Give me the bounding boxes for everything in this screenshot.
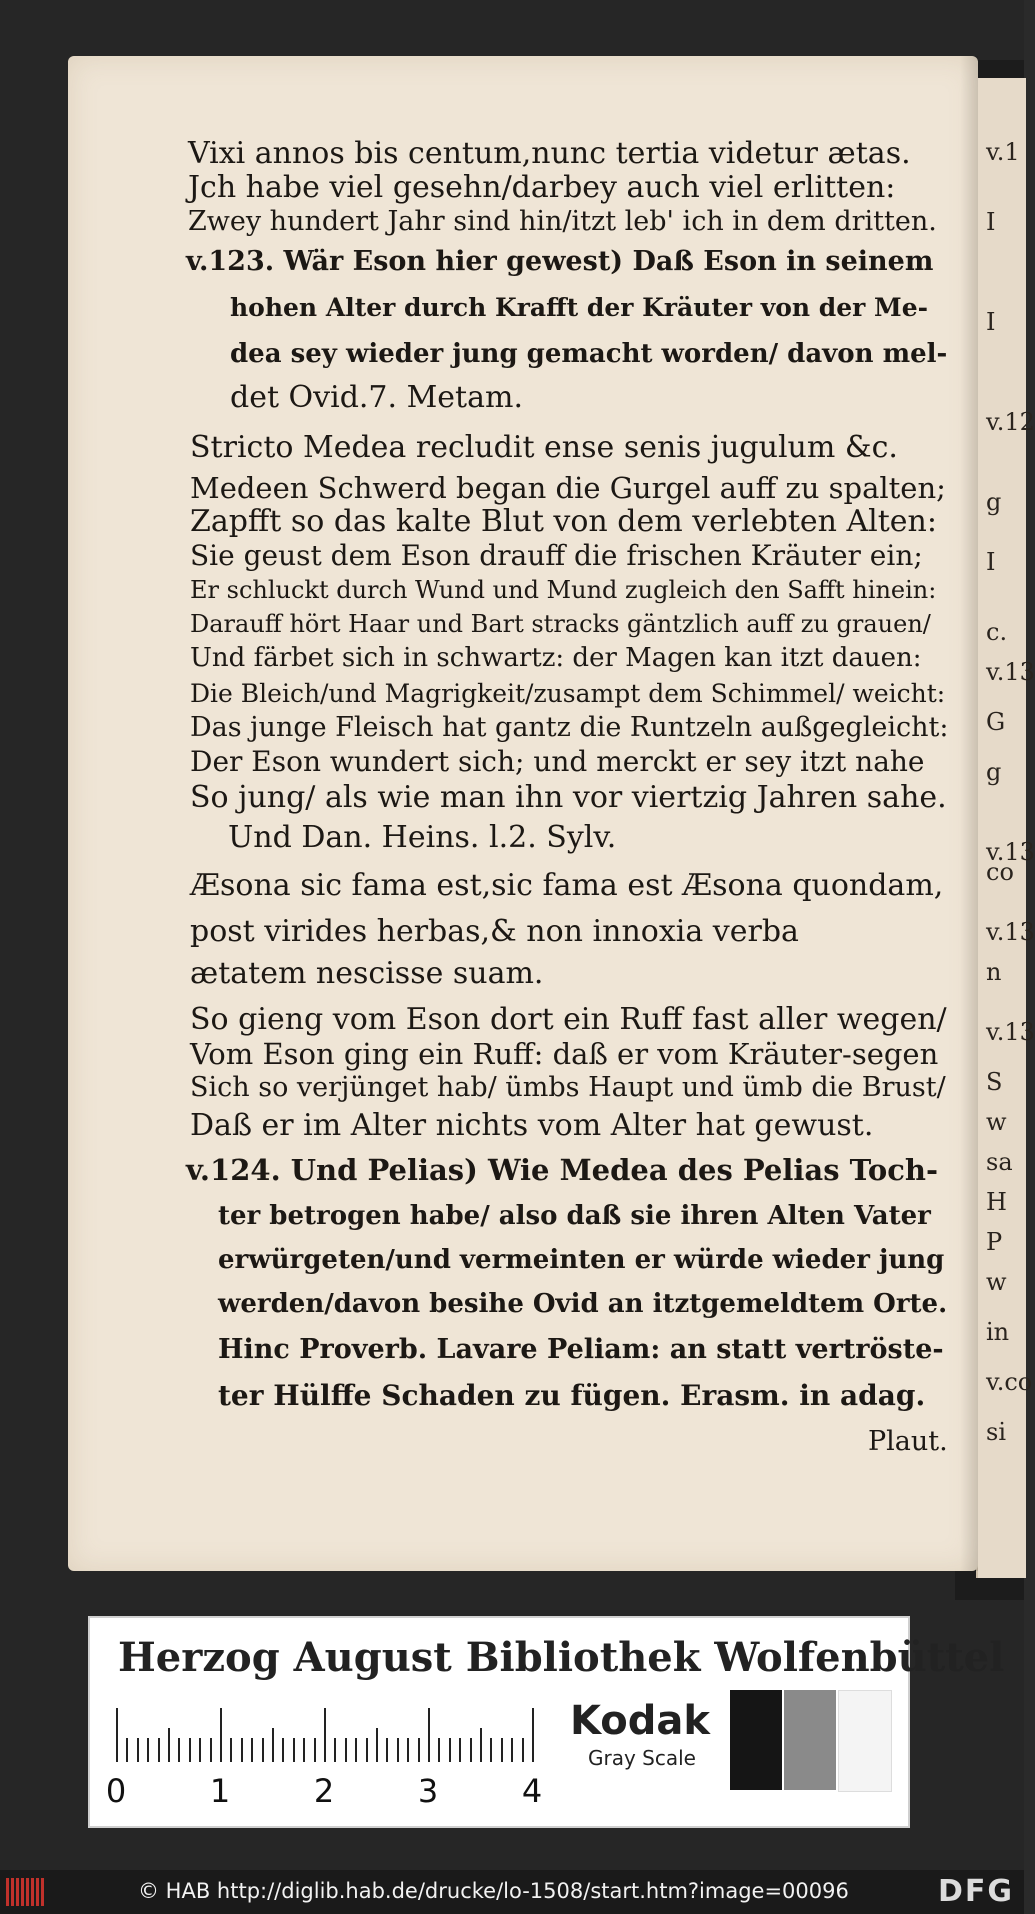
hab-logo-bar bbox=[31, 1878, 34, 1906]
ruler-tick bbox=[220, 1708, 222, 1762]
adjacent-page-fragment: v.1 bbox=[986, 138, 1020, 166]
ruler-tick bbox=[126, 1738, 128, 1762]
text-line: Æsona sic fama est,sic fama est Æsona quondam, bbox=[190, 868, 944, 903]
ruler-tick bbox=[490, 1738, 492, 1762]
ruler-tick bbox=[241, 1738, 243, 1762]
text-line: hohen Alter durch Krafft der Kräuter von der Me- bbox=[230, 293, 928, 322]
ruler-number: 3 bbox=[417, 1772, 439, 1810]
ruler-tick bbox=[272, 1728, 274, 1762]
text-line: ætatem nescisse suam. bbox=[190, 956, 544, 991]
text-line: Sie geust dem Eson drauff die frischen Kräuter ein; bbox=[190, 539, 923, 572]
footer-bar bbox=[0, 1870, 1024, 1914]
ruler-tick bbox=[303, 1738, 305, 1762]
text-line: werden/davon besihe Ovid an itztgemeldtem Orte. bbox=[218, 1289, 948, 1319]
adjacent-page-fragment: g bbox=[986, 758, 1002, 786]
ruler-tick bbox=[355, 1738, 357, 1762]
text-line: Stricto Medea recludit ense senis jugulum &c. bbox=[190, 430, 898, 465]
adjacent-page-fragment: S bbox=[986, 1068, 1003, 1096]
text-line: ter betrogen habe/ also daß sie ihren Alten Vater bbox=[218, 1201, 931, 1231]
ruler-tick bbox=[251, 1738, 253, 1762]
gray-swatch-white bbox=[838, 1690, 892, 1792]
text-line: Plaut. bbox=[868, 1426, 948, 1457]
color-target-card bbox=[88, 1616, 1005, 1828]
ruler-tick bbox=[428, 1708, 430, 1762]
adjacent-page-fragment: G bbox=[986, 708, 1006, 736]
ruler-tick bbox=[397, 1738, 399, 1762]
text-line: Darauff hört Haar und Bart stracks gäntzlich auff zu grauen/ bbox=[190, 610, 931, 638]
adjacent-page-fragment: c. bbox=[986, 618, 1008, 646]
ruler-tick bbox=[116, 1708, 118, 1762]
gray-scale-label: Gray Scale bbox=[588, 1746, 696, 1770]
hab-logo-icon bbox=[6, 1878, 48, 1906]
adjacent-page-fragment: g bbox=[986, 488, 1002, 516]
page-text bbox=[68, 56, 978, 1571]
ruler-tick bbox=[470, 1738, 472, 1762]
ruler-tick bbox=[480, 1728, 482, 1762]
ruler-tick bbox=[386, 1738, 388, 1762]
ruler-tick bbox=[199, 1738, 201, 1762]
adjacent-page-fragment: I bbox=[986, 308, 996, 336]
text-line: v.124. Und Pelias) Wie Medea des Pelias Toch- bbox=[186, 1153, 938, 1187]
text-line: Medeen Schwerd began die Gurgel auff zu spalten; bbox=[190, 471, 946, 505]
ruler-tick bbox=[438, 1738, 440, 1762]
adjacent-page-fragment: P bbox=[986, 1228, 1003, 1256]
ruler-number: 2 bbox=[313, 1772, 335, 1810]
text-line: So jung/ als wie man ihn vor viertzig Jahren sahe. bbox=[190, 780, 947, 815]
ruler-tick bbox=[314, 1738, 316, 1762]
ruler-number: 4 bbox=[521, 1772, 543, 1810]
ruler-tick bbox=[345, 1738, 347, 1762]
ruler-tick bbox=[334, 1738, 336, 1762]
ruler-tick bbox=[376, 1728, 378, 1762]
hab-logo-bar bbox=[41, 1878, 44, 1906]
adjacent-page-fragment: I bbox=[986, 548, 996, 576]
ruler-tick bbox=[189, 1738, 191, 1762]
adjacent-page-fragment: v.13 bbox=[986, 838, 1035, 866]
ruler-number: 1 bbox=[209, 1772, 231, 1810]
text-line: Hinc Proverb. Lavare Peliam: an statt vertröste- bbox=[218, 1334, 944, 1365]
hab-logo-bar bbox=[16, 1878, 19, 1906]
ruler-tick bbox=[522, 1738, 524, 1762]
adjacent-page-fragment: v.13 bbox=[986, 918, 1035, 946]
text-line: ter Hülffe Schaden zu fügen. Erasm. in adag. bbox=[218, 1379, 926, 1412]
ruler-tick bbox=[449, 1738, 451, 1762]
ruler-tick bbox=[282, 1738, 284, 1762]
adjacent-page-fragment: w bbox=[986, 1108, 1007, 1136]
text-line: Vom Eson ging ein Ruff: daß er vom Kräuter-segen bbox=[190, 1037, 939, 1071]
ruler-tick bbox=[147, 1738, 149, 1762]
text-line: Das junge Fleisch hat gantz die Runtzeln außgegleicht: bbox=[190, 712, 949, 743]
adjacent-page-fragment: I bbox=[986, 208, 996, 236]
ruler-tick bbox=[532, 1708, 534, 1762]
adjacent-page-fragment: n bbox=[986, 958, 1002, 986]
ruler-number: 0 bbox=[105, 1772, 127, 1810]
ruler-tick bbox=[293, 1738, 295, 1762]
ruler-tick bbox=[501, 1738, 503, 1762]
text-line: Daß er im Alter nichts vom Alter hat gewust. bbox=[190, 1108, 874, 1143]
ruler-tick bbox=[210, 1738, 212, 1762]
adjacent-page-fragment: H bbox=[986, 1188, 1007, 1216]
adjacent-page-fragment: v.12 bbox=[986, 408, 1035, 436]
hab-logo-bar bbox=[6, 1878, 9, 1906]
adjacent-page-fragment: w bbox=[986, 1268, 1007, 1296]
adjacent-page-fragment: v.13 bbox=[986, 658, 1035, 686]
ruler-tick bbox=[459, 1738, 461, 1762]
hab-logo-bar bbox=[21, 1878, 24, 1906]
book-page bbox=[68, 56, 978, 1571]
ruler-tick bbox=[168, 1728, 170, 1762]
ruler-tick bbox=[418, 1738, 420, 1762]
text-line: post virides herbas,& non innoxia verba bbox=[190, 914, 799, 949]
library-name: Herzog August Bibliothek Wolfenbüttel bbox=[118, 1634, 1005, 1681]
ruler-tick bbox=[324, 1708, 326, 1762]
adjacent-page-edge bbox=[976, 78, 1035, 1578]
adjacent-page-fragment: co bbox=[986, 858, 1014, 886]
adjacent-page-fragment: v.13 bbox=[986, 1018, 1035, 1046]
text-line: Sich so verjünget hab/ ümbs Haupt und ümb die Brust/ bbox=[190, 1072, 946, 1103]
text-line: Und Dan. Heins. l.2. Sylv. bbox=[228, 820, 617, 855]
text-line: Er schluckt durch Wund und Mund zugleich den Safft hinein: bbox=[190, 576, 937, 604]
text-line: dea sey wieder jung gemacht worden/ davon mel- bbox=[230, 339, 948, 369]
gray-swatch-black bbox=[730, 1690, 782, 1790]
kodak-label: Kodak bbox=[570, 1698, 710, 1744]
adjacent-page-fragment: v.co bbox=[986, 1368, 1033, 1396]
gray-swatch-mid bbox=[784, 1690, 836, 1790]
text-line: erwürgeten/und vermeinten er würde wieder jung bbox=[218, 1245, 945, 1275]
text-line: Zwey hundert Jahr sind hin/itzt leb' ich in dem dritten. bbox=[188, 206, 937, 237]
ruler-tick bbox=[137, 1738, 139, 1762]
text-line: Jch habe viel gesehn/darbey auch viel erlitten: bbox=[188, 170, 896, 205]
dfg-logo: DFG bbox=[937, 1874, 1014, 1909]
ruler-tick bbox=[262, 1738, 264, 1762]
text-line: Zapfft so das kalte Blut von dem verlebten Alten: bbox=[190, 504, 937, 539]
adjacent-page-fragment: sa bbox=[986, 1148, 1013, 1176]
ruler-tick bbox=[511, 1738, 513, 1762]
text-line: Die Bleich/und Magrigkeit/zusampt dem Schimmel/ weicht: bbox=[190, 679, 946, 708]
ruler-tick bbox=[407, 1738, 409, 1762]
text-line: det Ovid.7. Metam. bbox=[230, 380, 523, 415]
measurement-ruler bbox=[105, 1706, 632, 1816]
hab-logo-bar bbox=[36, 1878, 39, 1906]
ruler-tick bbox=[178, 1738, 180, 1762]
adjacent-page-fragment: in bbox=[986, 1318, 1010, 1346]
ruler-tick bbox=[158, 1738, 160, 1762]
text-line: Und färbet sich in schwartz: der Magen kan itzt dauen: bbox=[190, 643, 922, 673]
text-line: v.123. Wär Eson hier gewest) Daß Eson in seinem bbox=[186, 246, 934, 277]
adjacent-page-fragment: si bbox=[986, 1418, 1006, 1446]
text-line: Vixi annos bis centum,nunc tertia videtur ætas. bbox=[188, 136, 911, 171]
text-line: So gieng vom Eson dort ein Ruff fast aller wegen/ bbox=[190, 1002, 947, 1037]
text-line: Der Eson wundert sich; und merckt er sey itzt nahe bbox=[190, 745, 925, 778]
hab-logo-bar bbox=[26, 1878, 29, 1906]
footer-url[interactable]: © HAB http://diglib.hab.de/drucke/lo-1508/start.htm?image=00096 bbox=[138, 1879, 849, 1903]
ruler-tick bbox=[366, 1738, 368, 1762]
ruler-tick bbox=[230, 1738, 232, 1762]
hab-logo-bar bbox=[11, 1878, 14, 1906]
